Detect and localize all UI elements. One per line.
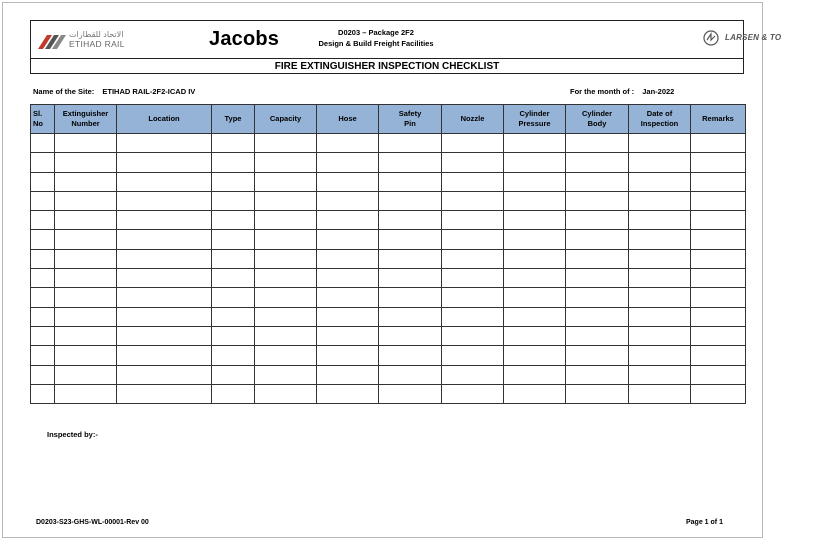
table-cell[interactable] — [212, 191, 255, 210]
table-cell[interactable] — [442, 230, 504, 249]
table-cell[interactable] — [317, 307, 379, 326]
table-cell[interactable] — [504, 249, 566, 268]
project-description: Design & Build Freight Facilities — [318, 39, 434, 48]
month-value: Jan-2022 — [642, 87, 675, 96]
table-cell[interactable] — [31, 211, 55, 230]
table-row — [31, 365, 746, 384]
lt-circle-icon — [703, 30, 719, 46]
table-cell[interactable] — [317, 211, 379, 230]
table-cell[interactable] — [255, 326, 317, 345]
table-row — [31, 384, 746, 403]
table-cell[interactable] — [504, 134, 566, 153]
table-cell[interactable] — [255, 153, 317, 172]
table-cell[interactable] — [566, 288, 629, 307]
table-cell[interactable] — [255, 134, 317, 153]
table-cell[interactable] — [117, 230, 212, 249]
table-cell[interactable] — [442, 134, 504, 153]
table-cell[interactable] — [691, 346, 746, 365]
table-cell[interactable] — [442, 384, 504, 403]
document-page — [2, 2, 782, 538]
table-cell[interactable] — [255, 288, 317, 307]
table-cell[interactable] — [691, 211, 746, 230]
table-row — [31, 191, 746, 210]
table-cell[interactable] — [691, 249, 746, 268]
table-cell[interactable] — [55, 134, 117, 153]
table-cell[interactable] — [504, 384, 566, 403]
table-cell[interactable] — [379, 269, 442, 288]
table-cell[interactable] — [31, 365, 55, 384]
column-header: Capacity — [255, 105, 317, 134]
table-cell[interactable] — [691, 153, 746, 172]
table-cell[interactable] — [212, 384, 255, 403]
column-header: Sl. No — [31, 105, 55, 134]
table-cell[interactable] — [566, 365, 629, 384]
table-cell[interactable] — [55, 211, 117, 230]
table-cell[interactable] — [31, 326, 55, 345]
table-cell[interactable] — [317, 249, 379, 268]
column-header: Safety Pin — [379, 105, 442, 134]
table-cell[interactable] — [566, 230, 629, 249]
table-cell[interactable] — [255, 346, 317, 365]
table-cell[interactable] — [442, 288, 504, 307]
table-cell[interactable] — [442, 249, 504, 268]
table-cell[interactable] — [317, 288, 379, 307]
table-cell[interactable] — [504, 288, 566, 307]
table-cell[interactable] — [55, 307, 117, 326]
table-cell[interactable] — [55, 172, 117, 191]
table-cell[interactable] — [504, 346, 566, 365]
table-cell[interactable] — [379, 249, 442, 268]
table-cell[interactable] — [55, 384, 117, 403]
table-cell[interactable] — [317, 134, 379, 153]
table-cell[interactable] — [31, 307, 55, 326]
table-row — [31, 211, 746, 230]
table-cell[interactable] — [379, 230, 442, 249]
table-cell[interactable] — [31, 172, 55, 191]
table-cell[interactable] — [117, 326, 212, 345]
document-header — [30, 20, 782, 74]
table-cell[interactable] — [691, 134, 746, 153]
table-cell[interactable] — [442, 211, 504, 230]
table-row — [31, 346, 746, 365]
table-cell[interactable] — [317, 230, 379, 249]
table-cell[interactable] — [55, 326, 117, 345]
table-cell[interactable] — [379, 172, 442, 191]
table-cell[interactable] — [504, 230, 566, 249]
table-cell[interactable] — [55, 153, 117, 172]
table-cell[interactable] — [629, 230, 691, 249]
table-cell[interactable] — [212, 307, 255, 326]
table-cell[interactable] — [566, 307, 629, 326]
table-cell[interactable] — [117, 134, 212, 153]
table-cell[interactable] — [317, 346, 379, 365]
table-cell[interactable] — [379, 346, 442, 365]
table-cell[interactable] — [629, 134, 691, 153]
table-cell[interactable] — [379, 191, 442, 210]
month-field — [570, 87, 674, 96]
table-cell[interactable] — [212, 249, 255, 268]
table-cell[interactable] — [566, 326, 629, 345]
table-cell[interactable] — [379, 134, 442, 153]
table-cell[interactable] — [255, 172, 317, 191]
table-cell[interactable] — [566, 346, 629, 365]
table-cell[interactable] — [117, 384, 212, 403]
table-cell[interactable] — [629, 249, 691, 268]
table-cell[interactable] — [691, 269, 746, 288]
column-header: Nozzle — [442, 105, 504, 134]
table-cell[interactable] — [31, 384, 55, 403]
table-cell[interactable] — [117, 365, 212, 384]
table-cell[interactable] — [117, 211, 212, 230]
table-cell[interactable] — [442, 365, 504, 384]
document-number: D0203-S23-GHS-WL-00001-Rev 00 — [36, 519, 149, 526]
table-cell[interactable] — [31, 134, 55, 153]
project-code: D0203 – Package 2F2 — [338, 28, 414, 37]
table-cell[interactable] — [629, 307, 691, 326]
table-cell[interactable] — [255, 249, 317, 268]
table-cell[interactable] — [55, 346, 117, 365]
table-cell[interactable] — [691, 365, 746, 384]
table-cell[interactable] — [629, 346, 691, 365]
table-body — [31, 134, 746, 404]
table-cell[interactable] — [504, 191, 566, 210]
table-cell[interactable] — [55, 365, 117, 384]
table-cell[interactable] — [31, 269, 55, 288]
site-name-value: ETIHAD RAIL-2F2-ICAD IV — [102, 87, 196, 96]
table-row — [31, 172, 746, 191]
column-header: Type — [212, 105, 255, 134]
table-cell[interactable] — [212, 134, 255, 153]
lt-logo-text: LARSEN & TO — [725, 33, 782, 42]
table-row — [31, 230, 746, 249]
table-cell[interactable] — [442, 191, 504, 210]
column-header: Location — [117, 105, 212, 134]
table-cell[interactable] — [442, 153, 504, 172]
table-cell[interactable] — [442, 269, 504, 288]
table-cell[interactable] — [55, 249, 117, 268]
table-cell[interactable] — [317, 384, 379, 403]
table-cell[interactable] — [317, 365, 379, 384]
month-label: For the month of : — [570, 87, 635, 96]
table-cell[interactable] — [255, 307, 317, 326]
table-cell[interactable] — [629, 211, 691, 230]
inspected-by-label: Inspected by:- — [47, 430, 98, 439]
table-cell[interactable] — [442, 326, 504, 345]
table-cell[interactable] — [629, 153, 691, 172]
site-name-field — [33, 87, 195, 96]
table-cell[interactable] — [566, 172, 629, 191]
table-cell[interactable] — [629, 384, 691, 403]
table-cell[interactable] — [212, 230, 255, 249]
table-cell[interactable] — [629, 326, 691, 345]
table-cell[interactable] — [31, 153, 55, 172]
table-cell[interactable] — [504, 326, 566, 345]
table-cell[interactable] — [31, 230, 55, 249]
column-header: Remarks — [691, 105, 746, 134]
table-cell[interactable] — [566, 153, 629, 172]
table-cell[interactable] — [629, 191, 691, 210]
table-cell[interactable] — [212, 211, 255, 230]
column-header: Date of Inspection — [629, 105, 691, 134]
document-title: FIRE EXTINGUISHER INSPECTION CHECKLIST — [274, 61, 500, 72]
etihad-arabic-text: الاتحاد للقطارات — [69, 30, 124, 39]
table-cell[interactable] — [566, 269, 629, 288]
table-cell[interactable] — [691, 326, 746, 345]
table-row — [31, 269, 746, 288]
table-cell[interactable] — [317, 153, 379, 172]
table-cell[interactable] — [255, 269, 317, 288]
table-cell[interactable] — [691, 191, 746, 210]
column-header: Cylinder Pressure — [504, 105, 566, 134]
table-cell[interactable] — [212, 346, 255, 365]
table-cell[interactable] — [31, 288, 55, 307]
table-cell[interactable] — [55, 230, 117, 249]
etihad-rail-logo-icon — [38, 31, 66, 49]
table-cell[interactable] — [504, 269, 566, 288]
table-cell[interactable] — [379, 384, 442, 403]
table-cell[interactable] — [212, 326, 255, 345]
table-cell[interactable] — [379, 365, 442, 384]
table-cell[interactable] — [629, 365, 691, 384]
jacobs-logo: Jacobs — [209, 28, 280, 50]
larsen-toubro-logo — [703, 29, 813, 49]
table-cell[interactable] — [566, 191, 629, 210]
table-cell[interactable] — [442, 346, 504, 365]
table-cell[interactable] — [379, 211, 442, 230]
column-header: Extinguisher Number — [55, 105, 117, 134]
table-row — [31, 153, 746, 172]
table-cell[interactable] — [691, 230, 746, 249]
table-header-row — [31, 105, 746, 134]
table-cell[interactable] — [212, 288, 255, 307]
table-cell[interactable] — [117, 288, 212, 307]
table-cell[interactable] — [317, 191, 379, 210]
table-cell[interactable] — [379, 326, 442, 345]
table-cell[interactable] — [117, 191, 212, 210]
table-cell[interactable] — [117, 269, 212, 288]
table-cell[interactable] — [379, 288, 442, 307]
table-cell[interactable] — [317, 269, 379, 288]
table-cell[interactable] — [566, 134, 629, 153]
table-cell[interactable] — [629, 269, 691, 288]
table-cell[interactable] — [379, 307, 442, 326]
table-cell[interactable] — [629, 172, 691, 191]
table-cell[interactable] — [31, 249, 55, 268]
table-cell[interactable] — [566, 384, 629, 403]
table-cell[interactable] — [255, 384, 317, 403]
table-cell[interactable] — [117, 153, 212, 172]
table-row — [31, 249, 746, 268]
table-cell[interactable] — [442, 307, 504, 326]
table-cell[interactable] — [691, 384, 746, 403]
table-cell[interactable] — [117, 307, 212, 326]
etihad-rail-logo — [38, 30, 128, 50]
page-number: Page 1 of 1 — [686, 519, 723, 526]
table-cell[interactable] — [504, 307, 566, 326]
table-cell[interactable] — [317, 172, 379, 191]
table-cell[interactable] — [379, 153, 442, 172]
table-cell[interactable] — [504, 172, 566, 191]
table-cell[interactable] — [691, 307, 746, 326]
table-cell[interactable] — [117, 172, 212, 191]
table-cell[interactable] — [629, 288, 691, 307]
table-cell[interactable] — [255, 230, 317, 249]
table-cell[interactable] — [255, 211, 317, 230]
table-cell[interactable] — [255, 365, 317, 384]
table-cell[interactable] — [212, 172, 255, 191]
table-cell[interactable] — [117, 346, 212, 365]
table-cell[interactable] — [55, 191, 117, 210]
project-info — [301, 27, 451, 49]
table-row — [31, 326, 746, 345]
table-row — [31, 307, 746, 326]
column-header: Cylinder Body — [566, 105, 629, 134]
table-cell[interactable] — [317, 326, 379, 345]
table-cell[interactable] — [212, 269, 255, 288]
table-row — [31, 134, 746, 153]
table-cell[interactable] — [55, 269, 117, 288]
table-cell[interactable] — [55, 288, 117, 307]
table-cell[interactable] — [566, 211, 629, 230]
table-cell[interactable] — [255, 191, 317, 210]
table-cell[interactable] — [442, 172, 504, 191]
site-name-label: Name of the Site: — [33, 87, 95, 96]
table-cell[interactable] — [31, 346, 55, 365]
table-row — [31, 288, 746, 307]
table-cell[interactable] — [212, 153, 255, 172]
table-cell[interactable] — [691, 288, 746, 307]
table-cell[interactable] — [504, 211, 566, 230]
column-header: Hose — [317, 105, 379, 134]
table-cell[interactable] — [691, 172, 746, 191]
table-cell[interactable] — [31, 191, 55, 210]
table-cell[interactable] — [566, 249, 629, 268]
inspection-checklist-table — [30, 104, 746, 404]
table-cell[interactable] — [504, 365, 566, 384]
table-cell[interactable] — [212, 365, 255, 384]
etihad-english-text: ETIHAD RAIL — [69, 39, 125, 49]
table-cell[interactable] — [504, 153, 566, 172]
table-cell[interactable] — [117, 249, 212, 268]
